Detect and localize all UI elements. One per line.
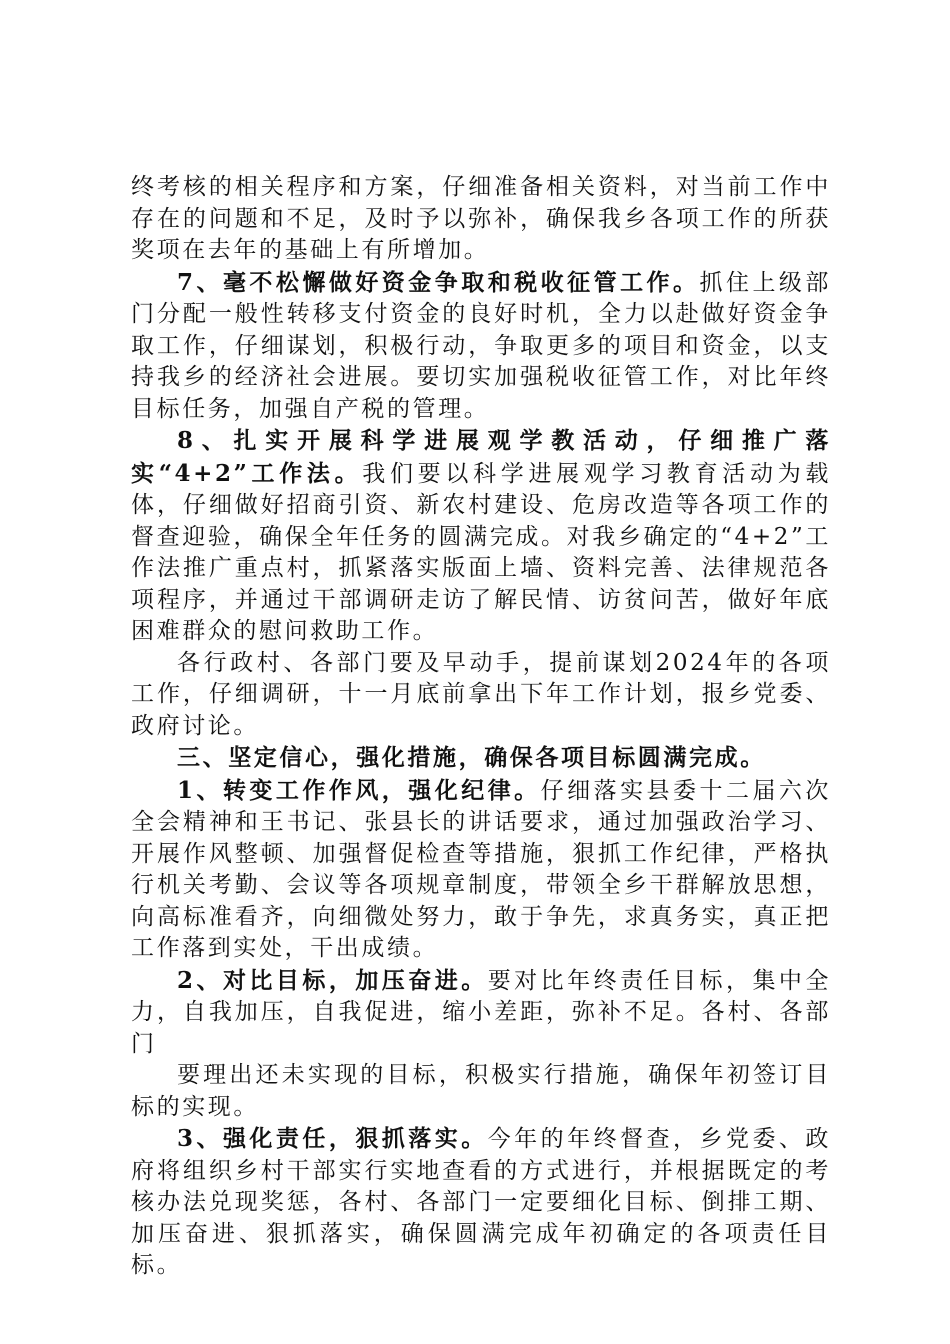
section-heading-3-text: 三、坚定信心，强化措施，确保各项目标圆满完成。 [177,744,766,771]
paragraph-3-text: 我们要以科学进展观学习教育活动为载体，仔细做好招商引资、新农村建设、危房改造等各项工作的督查迎验，确保全年任务的圆满完成。对我乡确定的“4+2”工作法推广重点村，抓紧落实版面上墙、资料完善、法律规范各项程序，并通过干部调研走访了解民情、访贫问苦，做好年底困难群众的慰问救助工作。 [131,460,831,644]
document-page [131,172,831,1282]
paragraph-7-text: 要对比年终责任目标，集中全力，自我加压，自我促进，缩小差距，弥补不足。各村、各部门 [131,967,831,1057]
paragraph-7-heading: 2、对比目标，加压奋进。 [177,966,488,994]
paragraph-3 [131,425,831,648]
paragraph-2-text: 抓住上级部门分配一般性转移支付资金的良好时机，全力以赴做好资金争取工作，仔细谋划，积极行动，争取更多的项目和资金，以支持我乡的经济社会进展。要切实加强税收征管工作，对比年终目标任务，加强自产税的管理。 [131,269,831,422]
paragraph-3-heading: 8、扎实开展科学进展观学教活动，仔细推广落实“4+2”工作法。 [131,427,831,487]
paragraph-9-text: 今年的年终督查，乡党委、政府将组织乡村干部实行实地查看的方式进行，并根据既定的考核办法兑现奖惩，各村、各部门一定要细化目标、倒排工期、加压奋进、狠抓落实，确保圆满完成年初确定的各项责任目标。 [131,1126,831,1278]
paragraph-6-heading: 1、转变工作作风，强化纪律。 [177,776,541,804]
paragraph-1-text: 终考核的相关程序和方案，仔细准备相关资料，对当前工作中存在的问题和不足，及时予以弥补，确保我乡各项工作的所获奖项在去年的基础上有所增加。 [131,174,831,263]
paragraph-2 [131,267,831,426]
paragraph-4-text: 各行政村、各部门要及早动手，提前谋划2024年的各项工作，仔细调研，十一月底前拿出下年工作计划，报乡党委、政府讨论。 [131,649,831,739]
paragraph-6 [131,775,831,965]
paragraph-7 [131,965,831,1061]
section-heading-3 [131,742,831,775]
paragraph-6-text: 仔细落实县委十二届六次全会精神和王书记、张县长的讲话要求，通过加强政治学习、开展作风整顿、加强督促检查等措施，狠抓工作纪律，严格执行机关考勤、会议等各项规章制度，带领全乡干群解放思想，向高标准看齐，向细微处努力，敢于争先，求真务实，真正把工作落到实处，干出成绩。 [131,777,831,961]
paragraph-9 [131,1123,831,1282]
paragraph-1 [131,172,831,267]
paragraph-4 [131,648,831,743]
paragraph-9-heading: 3、强化责任，狠抓落实。 [177,1125,488,1152]
paragraph-8-text: 要理出还未实现的目标，积极实行措施，确保年初签订目标的实现。 [131,1062,831,1120]
paragraph-2-heading: 7、毫不松懈做好资金争取和税收征管工作。 [177,268,700,296]
paragraph-8 [131,1060,831,1123]
